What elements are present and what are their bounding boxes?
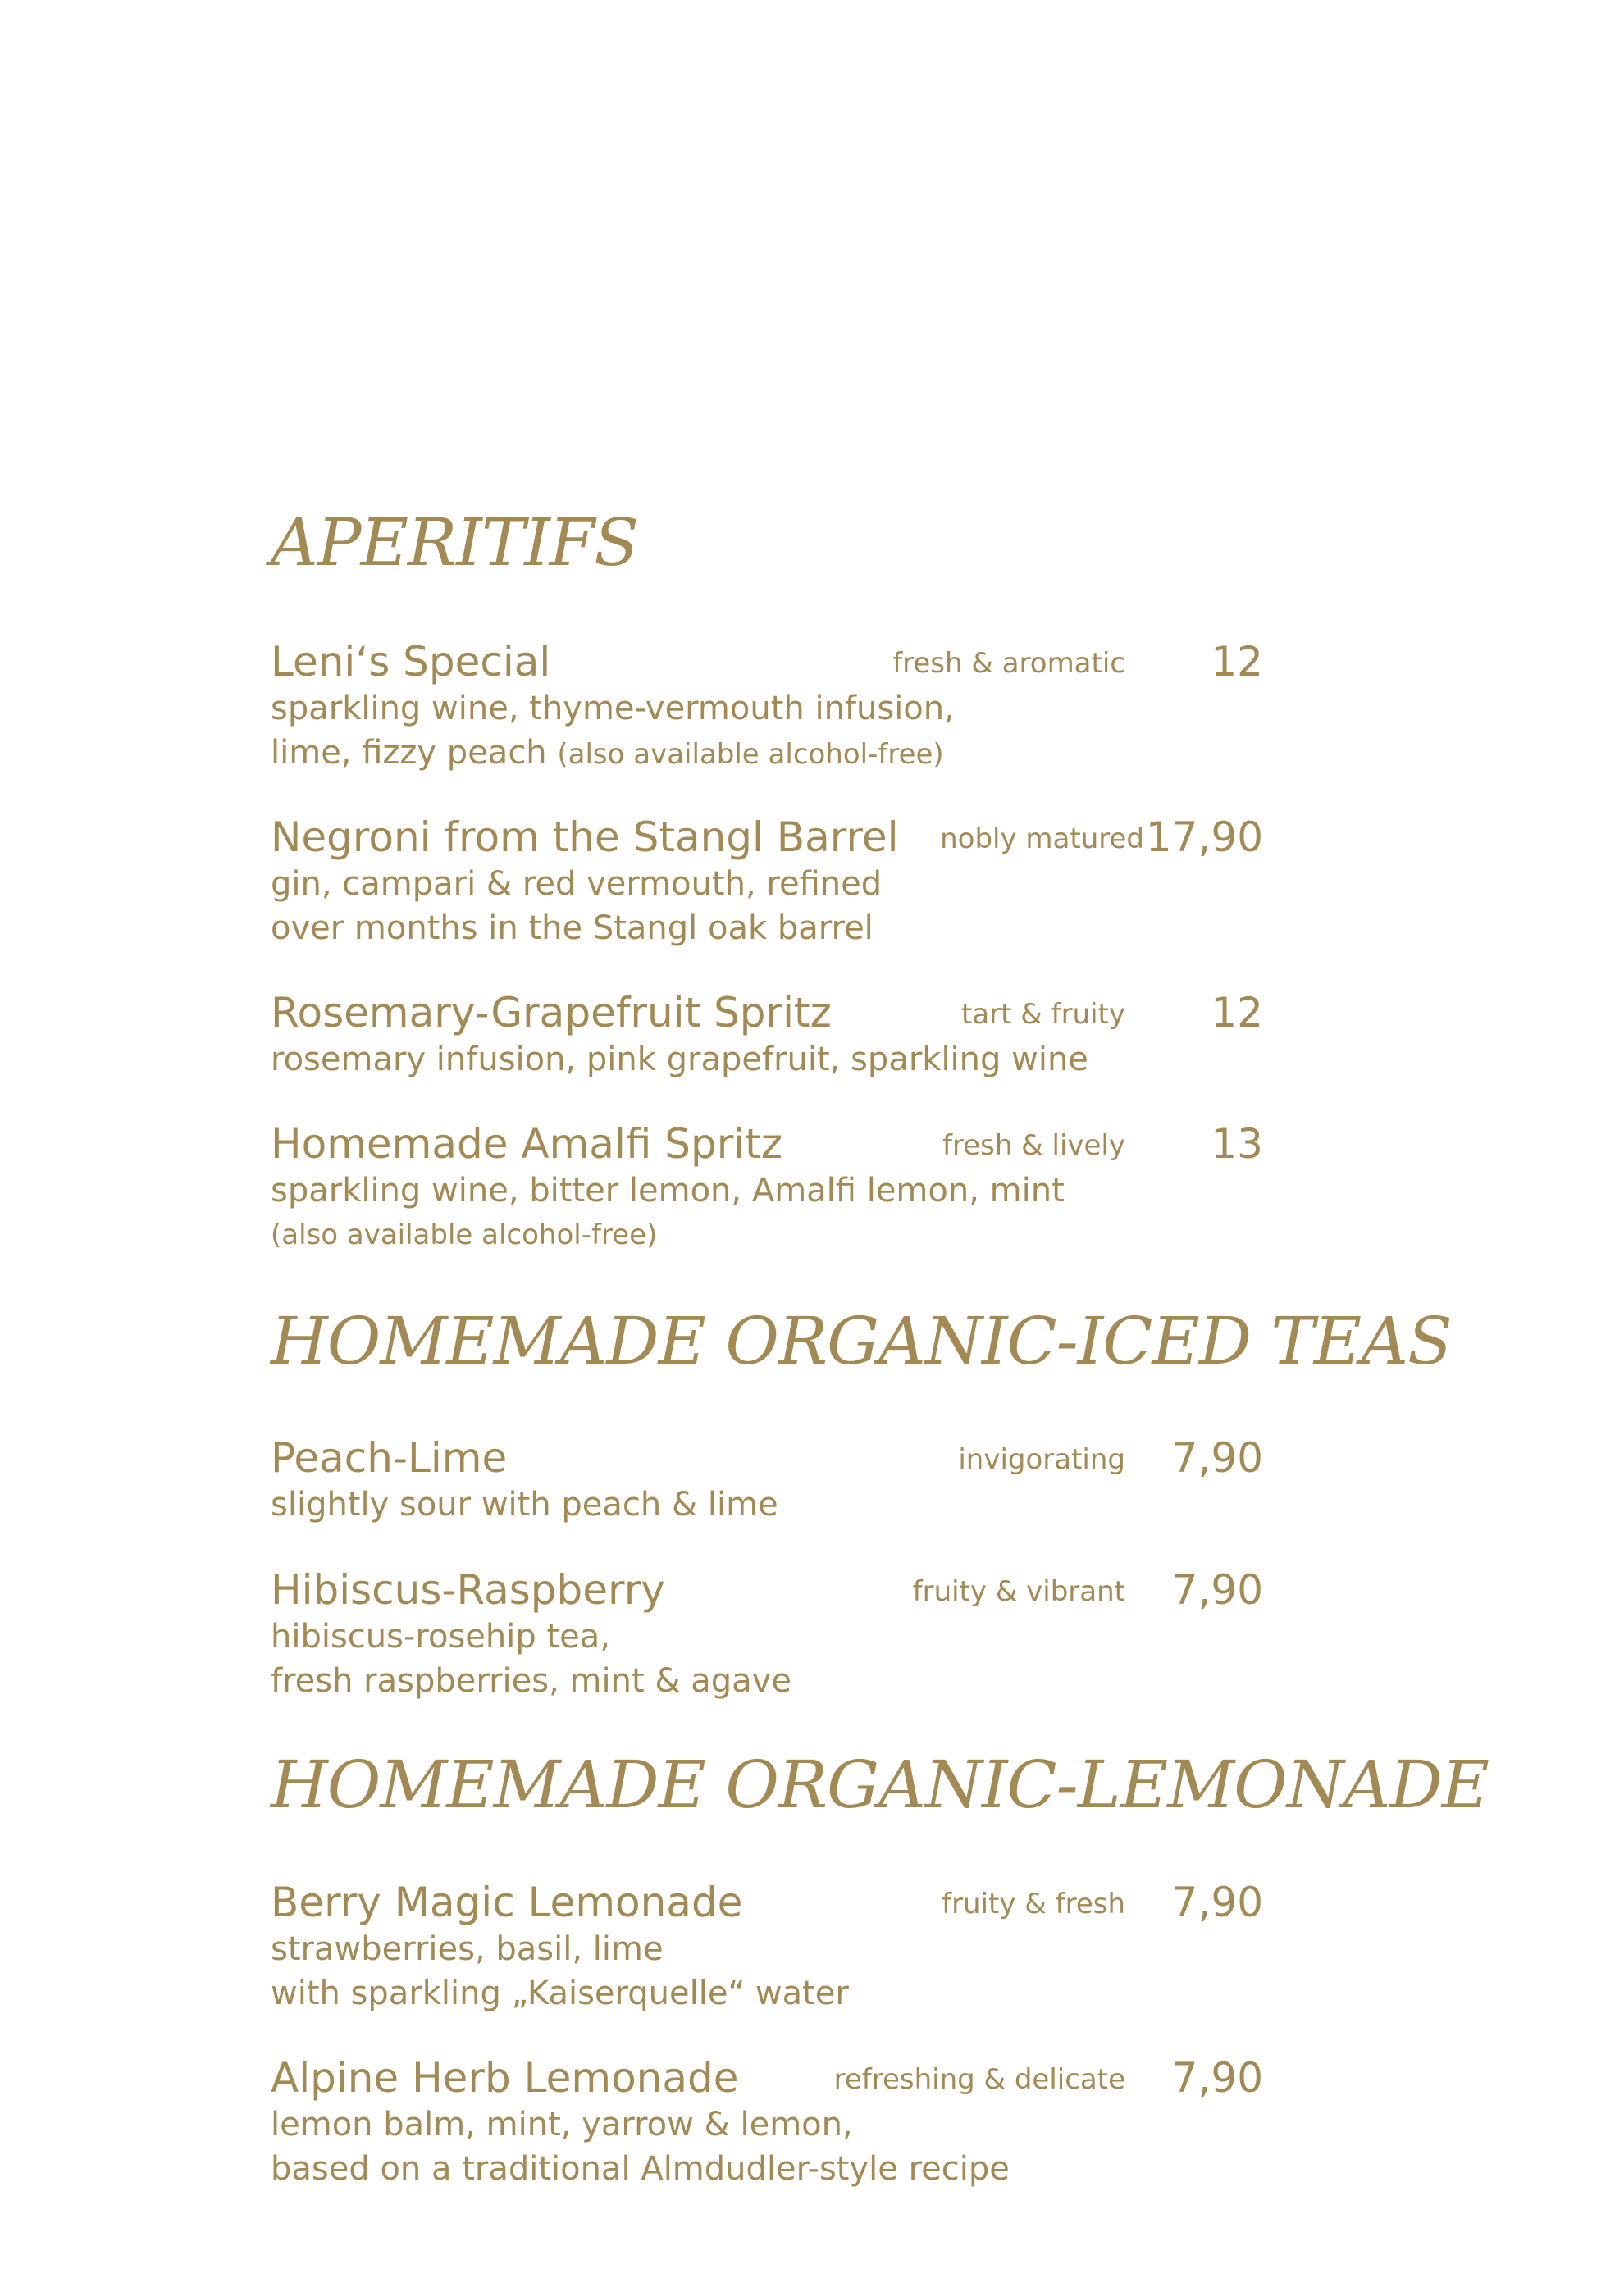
menu-item-header	[271, 1119, 1263, 1168]
menu-item-header	[271, 2053, 1263, 2102]
menu-item-name: Hibiscus-Raspberry	[271, 1566, 665, 1614]
menu-item-name: Berry Magic Lemonade	[271, 1879, 743, 1926]
menu-item-price: 7,90	[1171, 2054, 1263, 2102]
alcohol-free-note: (also available alcohol-free)	[557, 738, 944, 771]
menu-item-price: 12	[1211, 638, 1263, 686]
menu-item-tag: refreshing & delicate	[833, 2063, 1125, 2096]
menu-item-description: hibiscus-rosehip tea,	[271, 1618, 611, 1656]
menu-item-name: Alpine Herb Lemonade	[271, 2054, 739, 2102]
menu-item-price: 17,90	[1145, 813, 1263, 861]
menu-item-alpine-herb-lemonade	[271, 2053, 1263, 2191]
alcohol-free-note: (also available alcohol-free)	[271, 1219, 658, 1251]
menu-item-name: Homemade Amalfi Spritz	[271, 1120, 782, 1168]
menu-item-header	[271, 988, 1263, 1037]
menu-item-description-line	[271, 731, 1263, 777]
menu-item-name: Rosemary-Grapefruit Spritz	[271, 989, 832, 1036]
section-title-aperitifs: APERITIFS	[271, 504, 639, 581]
section-title-iced-teas: HOMEMADE ORGANIC-ICED TEAS	[271, 1303, 1452, 1379]
menu-item-header	[271, 1565, 1263, 1615]
menu-item-peach-lime	[271, 1433, 1263, 1527]
menu-item-tag: fruity & fresh	[942, 1888, 1125, 1920]
section-title-lemonade: HOMEMADE ORGANIC-LEMONADE	[271, 1747, 1489, 1823]
menu-item-tag: tart & fruity	[961, 998, 1125, 1031]
menu-item-tag: invigorating	[958, 1443, 1125, 1476]
menu-item-negroni	[271, 813, 1263, 950]
menu-item-tag: fruity & vibrant	[912, 1575, 1125, 1608]
menu-item-rosemary-grapefruit-spritz	[271, 988, 1263, 1082]
menu-item-name: Peach-Lime	[271, 1434, 508, 1482]
menu-item-description: lime, fizzy peach	[271, 734, 547, 772]
menu-item-description: with sparkling „Kaiserquelle“ water	[271, 1975, 849, 2012]
menu-item-header	[271, 813, 1263, 862]
menu-item-tag: fresh & lively	[942, 1129, 1125, 1162]
menu-item-header	[271, 1433, 1263, 1483]
menu-item-description: rosemary infusion, pink grapefruit, sparkling wine	[271, 1041, 1088, 1078]
menu-item-price: 7,90	[1171, 1879, 1263, 1926]
menu-item-description: based on a traditional Almdudler-style recipe	[271, 2150, 1010, 2188]
menu-item-description: slightly sour with peach & lime	[271, 1486, 778, 1524]
menu-item-hibiscus-raspberry	[271, 1565, 1263, 1703]
menu-item-description: sparkling wine, thyme-vermouth infusion,	[271, 690, 955, 727]
menu-item-description: sparkling wine, bitter lemon, Amalfi lemon, mint	[271, 1172, 1065, 1210]
menu-item-tag: fresh & aromatic	[892, 647, 1125, 680]
menu-item-amalfi-spritz	[271, 1119, 1263, 1257]
menu-item-description: fresh raspberries, mint & agave	[271, 1662, 791, 1700]
menu-item-header	[271, 1878, 1263, 1927]
menu-item-description: over months in the Stangl oak barrel	[271, 909, 874, 947]
menu-item-description: lemon balm, mint, yarrow & lemon,	[271, 2106, 853, 2143]
menu-item-name: Leni‘s Special	[271, 638, 551, 686]
menu-item-tag: nobly matured	[940, 822, 1144, 855]
menu-item-description: gin, campari & red vermouth, refined	[271, 865, 883, 903]
menu-item-header	[271, 637, 1263, 686]
menu-item-price: 13	[1211, 1120, 1263, 1168]
menu-item-lenis-special	[271, 637, 1263, 777]
menu-item-price: 12	[1211, 989, 1263, 1036]
menu-item-name: Negroni from the Stangl Barrel	[271, 813, 899, 861]
menu-item-price: 7,90	[1171, 1434, 1263, 1482]
menu-item-description: strawberries, basil, lime	[271, 1930, 664, 1968]
menu-item-price: 7,90	[1171, 1566, 1263, 1614]
menu-item-berry-magic-lemonade	[271, 1878, 1263, 2016]
